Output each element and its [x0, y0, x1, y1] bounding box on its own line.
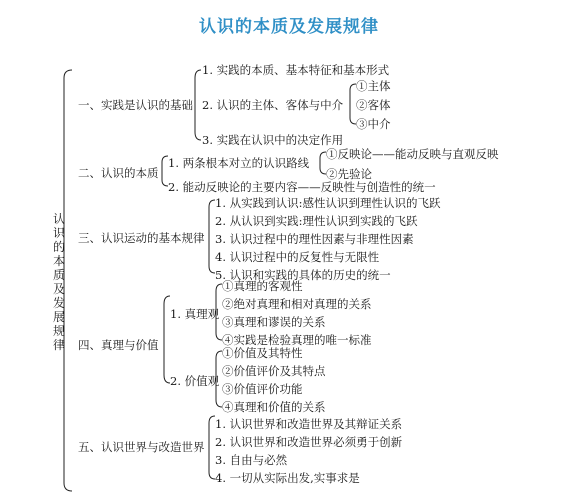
root-char: 识: [52, 226, 65, 240]
section-1-item: 1. 实践的本质、基本特征和基本形式: [202, 63, 390, 77]
truth-view-item: ④实践是检验真理的唯一标准: [222, 333, 372, 347]
truth-view-item: ①真理的客观性: [222, 279, 303, 293]
value-view-item: ①价值及其特性: [222, 346, 303, 360]
section-5-item: 2. 认识世界和改造世界必须勇于创新: [215, 435, 403, 449]
truth-view-label: 1. 真理观: [170, 307, 220, 321]
root-char: 展: [52, 310, 65, 324]
root-char: 认: [52, 212, 65, 226]
section-2-item: 2. 能动反映论的主要内容——反映性与创造性的统一: [168, 180, 436, 194]
root-char: 的: [52, 240, 65, 254]
section-5-item: 3. 自由与必然: [215, 453, 288, 467]
value-view-label: 2. 价值观: [170, 374, 220, 388]
section-3-item: 5. 认识和实践的具体的历史的统一: [215, 268, 391, 282]
section-2-item: 1. 两条根本对立的认识路线: [168, 156, 310, 170]
root-char: 本: [52, 254, 65, 268]
root-char: 发: [52, 296, 65, 310]
section-3-label: 三、认识运动的基本规律: [78, 231, 205, 245]
root-char: 及: [52, 282, 65, 296]
truth-view-item: ③真理和谬误的关系: [222, 315, 326, 329]
section-3-item: 4. 认识过程中的反复性与无限性: [215, 250, 380, 264]
section-5-item: 1. 认识世界和改造世界及其辩证关系: [215, 417, 403, 431]
section-1-label: 一、实践是认识的基础: [78, 98, 193, 112]
section-2-sub-item: ①反映论——能动反映与直观反映: [326, 147, 499, 161]
value-view-item: ④真理和价值的关系: [222, 400, 326, 414]
section-5-label: 五、认识世界与改造世界: [78, 440, 205, 454]
section-3-item: 2. 从认识到实践:理性认识到实践的飞跃: [215, 214, 418, 228]
section-3-item: 1. 从实践到认识:感性认识到理性认识的飞跃: [215, 196, 441, 210]
root-char: 律: [52, 338, 65, 352]
section-1-item: 2. 认识的主体、客体与中介: [202, 98, 344, 112]
section-1-item: 3. 实践在认识中的决定作用: [202, 133, 344, 147]
section-3-item: 3. 认识过程中的理性因素与非理性因素: [215, 232, 414, 246]
diagram-title: 认识的本质及发展规律: [199, 17, 379, 37]
section-4-label: 四、真理与价值: [78, 338, 159, 352]
section-1-sub-item: ③中介: [356, 117, 391, 131]
value-view-item: ③价值评价功能: [222, 382, 303, 396]
section-1-sub-item: ②客体: [356, 98, 391, 112]
truth-view-item: ②绝对真理和相对真理的关系: [222, 297, 372, 311]
section-2-label: 二、认识的本质: [78, 166, 159, 180]
section-5-item: 4. 一切从实际出发,实事求是: [215, 471, 360, 485]
root-char: 质: [52, 268, 65, 282]
section-2-sub-item: ②先验论: [326, 167, 372, 181]
root-label: [52, 212, 66, 352]
root-char: 规: [52, 324, 65, 338]
section-1-sub-item: ①主体: [356, 79, 391, 93]
value-view-item: ②价值评价及其特点: [222, 364, 326, 378]
